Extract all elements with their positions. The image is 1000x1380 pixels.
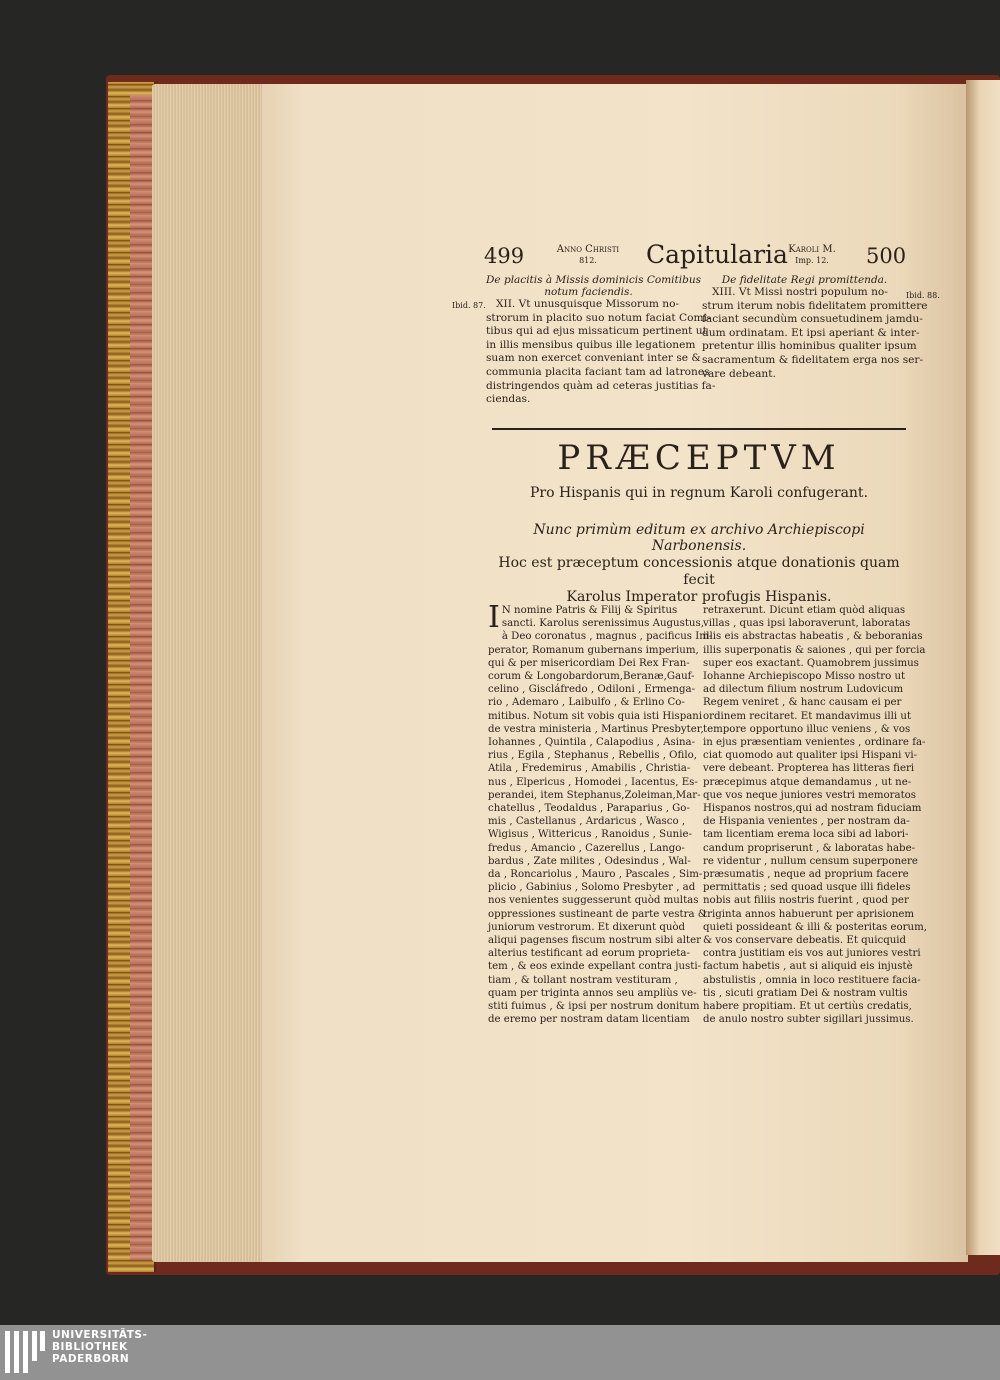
text-line: sancti. Karolus serenissimus Augustus, [501, 618, 704, 630]
text-line: tiam , & tollant nostram vestituram , [488, 974, 678, 986]
text-line: præsumatis , neque ad proprium facere [703, 869, 909, 881]
text-line: ciat quomodo aut qualiter ipsi Hispani vi- [703, 750, 918, 762]
text-line: Hispanos nostros,qui ad nostram fiduciam [703, 803, 922, 815]
text-line: rius , Egila , Stephanus , Rebellis , Ofilo, [488, 750, 697, 762]
text-line: de eremo per nostram datam licentiam [488, 1014, 690, 1026]
text-line: de vestra ministeria , Martinus Presbyter, [488, 723, 704, 735]
text-line: villas , quas ipsi laboraverunt, laboratas [703, 618, 911, 630]
text-line: da , Roncariolus , Mauro , Pascales , Sim- [488, 869, 703, 881]
text-line: triginta annos habuerunt per aprisionem [703, 908, 915, 920]
library-name-line: PADERBORN [52, 1353, 130, 1365]
text-line: Iohannes , Quintila , Calapodius , Asina- [488, 737, 696, 749]
text-line: tis , sicuti gratiam Dei & nostram vultis [703, 987, 908, 999]
text-line: ad dilectum filium nostrum Ludovicum [703, 684, 904, 696]
text-line: perandei, item Stephanus,Zoleiman,Mar- [488, 789, 701, 801]
intro-line: Karolus Imperator profugis Hispanis. [566, 589, 832, 605]
text-line: tam licentiam erema loca sibi ad labori- [703, 829, 909, 841]
text-line: suam non exercet conveniant inter se & [486, 352, 701, 365]
side-note-left: Ibid. 87. [452, 301, 486, 310]
section-title: PRÆCEPTVM [557, 438, 841, 478]
text-line: illis eis abstractas habeatis , & beboranias [703, 631, 923, 643]
text-line: rio , Ademaro , Laibulfo , & Erlino Co- [488, 697, 685, 709]
text-line: re videntur , nullum censum superponere [703, 855, 918, 867]
drop-cap: I [488, 600, 500, 635]
text-line: vare debeant. [702, 367, 776, 380]
section-intro [492, 555, 906, 606]
text-line: faciant secundùm consuetudinem jamdu- [702, 313, 923, 326]
text-line: illis superponatis & saiones , qui per forcia [703, 644, 926, 656]
facing-page-edge [966, 80, 1000, 1255]
body-right-text [703, 604, 927, 1027]
text-line: stiti fuimus , & ipsi per nostrum donitum [488, 1001, 700, 1013]
text-line: præcepimus atque demandamus , ut ne- [703, 776, 912, 788]
page-title: Capitularia [646, 240, 788, 269]
section-divider [492, 428, 906, 430]
text-line: Iohanne Archiepiscopo Misso nostro ut [703, 671, 906, 683]
text-line: Regem veniret , & hanc causam ei per [703, 697, 902, 709]
intro-line: Hoc est præceptum concessionis atque donationis quam fecit [498, 555, 900, 588]
body-column-right [703, 604, 927, 1027]
text-line: communia placita faciant tam ad latrones [486, 365, 710, 378]
text-line: juniorum vestrorum. Et dixerunt quòd [488, 921, 686, 933]
body-column-left [488, 600, 713, 1027]
text-line: candum propriserunt , & laboratas habe- [703, 842, 916, 854]
text-line: habere propitiam. Et ut certiùs credatis, [703, 1001, 912, 1013]
section-subtitle: Pro Hispanis qui in regnum Karoli confugerant. [529, 485, 869, 501]
text-line: sacramentum & fidelitatem erga nos ser- [702, 353, 924, 366]
text-line: tibus qui ad ejus missaticum pertinent ut [486, 325, 707, 338]
text-line: strorum in placito suo notum faciat Comi- [486, 311, 711, 324]
text-line: in ejus præsentiam venientes , ordinare fa- [703, 737, 926, 749]
karoli-label: Karoli M. [788, 244, 836, 255]
text-line: chatellus , Teodaldus , Paraparius , Go- [488, 803, 690, 815]
library-name [52, 1329, 147, 1365]
text-line: dum ordinatam. Et ipsi aperiant & inter- [702, 326, 920, 339]
text-line: retraxerunt. Dicunt etiam quòd aliquas [703, 605, 906, 616]
text-line: nus , Elpericus , Homodei , Iacentus, Es- [488, 776, 698, 788]
text-line: corum & Longobardorum,Beranæ,Gauf- [488, 671, 695, 683]
rubric-line: notum faciendis. [544, 286, 633, 298]
text-line: perator, Romanum gubernans imperium, [488, 644, 699, 656]
text-line: in illis mensibus quibus ille legationem [486, 338, 696, 351]
year: 812. [579, 256, 597, 265]
library-name-line: UNIVERSITÄTS- [52, 1329, 148, 1341]
side-note-right: Ibid. 88. [906, 291, 940, 300]
text-line: factum habetis , aut si aliquid eis injustè [703, 961, 913, 973]
chapter-xii-text [486, 298, 716, 407]
rubric-line: De placitis à Missis dominicis Comitibus [486, 274, 701, 286]
text-line: abstulistis , omnia in loco restituere facia- [703, 974, 921, 986]
text-line: bardus , Zate milites , Odesindus , Wal- [488, 855, 691, 867]
text-line: XIII. Vt Missi nostri populum no- [712, 286, 888, 298]
page-number-right: 500 [866, 244, 907, 268]
text-line: N nomine Patris & Filij & Spiritus [501, 605, 678, 616]
text-line: ciendas. [486, 393, 531, 406]
chapter-xii-rubric [486, 274, 701, 298]
body-left-text [488, 600, 713, 1027]
text-line: Wigisus , Wittericus , Ranoidus , Sunie- [488, 829, 692, 841]
library-footer [0, 1325, 1000, 1380]
text-line: que vos neque juniores vestri memoratos [703, 789, 917, 801]
text-line: distringendos quàm ad ceteras justitias fa- [486, 379, 716, 392]
rubric-line: De fidelitate Regi promittenda. [721, 274, 888, 286]
karoli-imp [772, 244, 852, 266]
page-stack-edge [152, 84, 268, 1262]
library-logo-icon [5, 1331, 45, 1373]
text-line: mis , Castellanus , Ardaricus , Wasco , [488, 816, 686, 828]
text-line: Atila , Fredemirus , Amabilis , Christia- [488, 763, 691, 775]
text-line: strum iterum nobis fidelitatem promittere [702, 299, 928, 312]
text-line: quam per triginta annos seu ampliùs ve- [488, 987, 697, 999]
chapter-xii [486, 274, 716, 407]
section-source: Nunc primùm editum ex archivo Archiepiscopi Narbonensis. [533, 522, 865, 554]
text-line: de anulo nostro subter sigillari jussimus. [703, 1014, 914, 1026]
text-line: aliqui pagenses fiscum nostrum sibi alter [488, 935, 701, 947]
library-name-line: BIBLIOTHEK [52, 1341, 128, 1353]
marbled-edge [130, 95, 154, 1260]
running-header [480, 240, 910, 276]
imp-label: Imp. 12. [795, 256, 829, 265]
text-line: fredus , Amancio , Cazerellus , Lango- [488, 842, 685, 854]
chapter-xiii-rubric [702, 274, 907, 286]
text-line: mitibus. Notum sit vobis quia isti Hispani [488, 710, 703, 722]
anno-christi-label: Anno Christi [556, 244, 620, 255]
text-line: oppressiones sustineant de parte vestra & [488, 908, 707, 920]
text-line: permittatis ; sed quoad usque illi fideles [703, 882, 911, 894]
text-line: ordinem recitaret. Et mandavimus illi ut [703, 710, 912, 722]
text-line: tem , & eos exinde expellant contra justi- [488, 961, 702, 973]
text-line: de Hispania venientes , per nostram da- [703, 816, 910, 828]
text-line: nobis aut filiis nostris fuerint , quod per [703, 895, 909, 907]
text-line: celino , Giscláfredo , Odiloni , Ermenga- [488, 684, 696, 696]
text-line: quieti possideant & illi & posteritas eorum, [703, 921, 927, 933]
page-number-left: 499 [484, 244, 525, 268]
text-line: super eos exactant. Quamobrem jussimus [703, 657, 919, 669]
text-line: à Deo coronatus , magnus , pacificus Im- [501, 631, 713, 643]
text-line: nos venientes suggesserunt quòd multas [488, 895, 699, 907]
text-line: pretentur illis hominibus qualiter ipsum [702, 340, 917, 353]
text-line: alterius testificant ad eorum proprieta- [488, 948, 690, 960]
text-line: vere debeant. Propterea has litteras fieri [703, 763, 915, 775]
text-line: contra justitiam eis vos aut juniores vestri [703, 948, 921, 960]
anno-christi [540, 244, 636, 266]
text-line: tempore opportuno illuc veniens , & vos [703, 723, 911, 735]
text-line: plicio , Gabinius , Solomo Presbyter , ad [488, 882, 696, 894]
text-line: XII. Vt unusquisque Missorum no- [496, 298, 680, 310]
text-line: & vos conservare debeatis. Et quicquid [703, 935, 907, 947]
text-line: qui & per misericordiam Dei Rex Fran- [488, 657, 690, 669]
